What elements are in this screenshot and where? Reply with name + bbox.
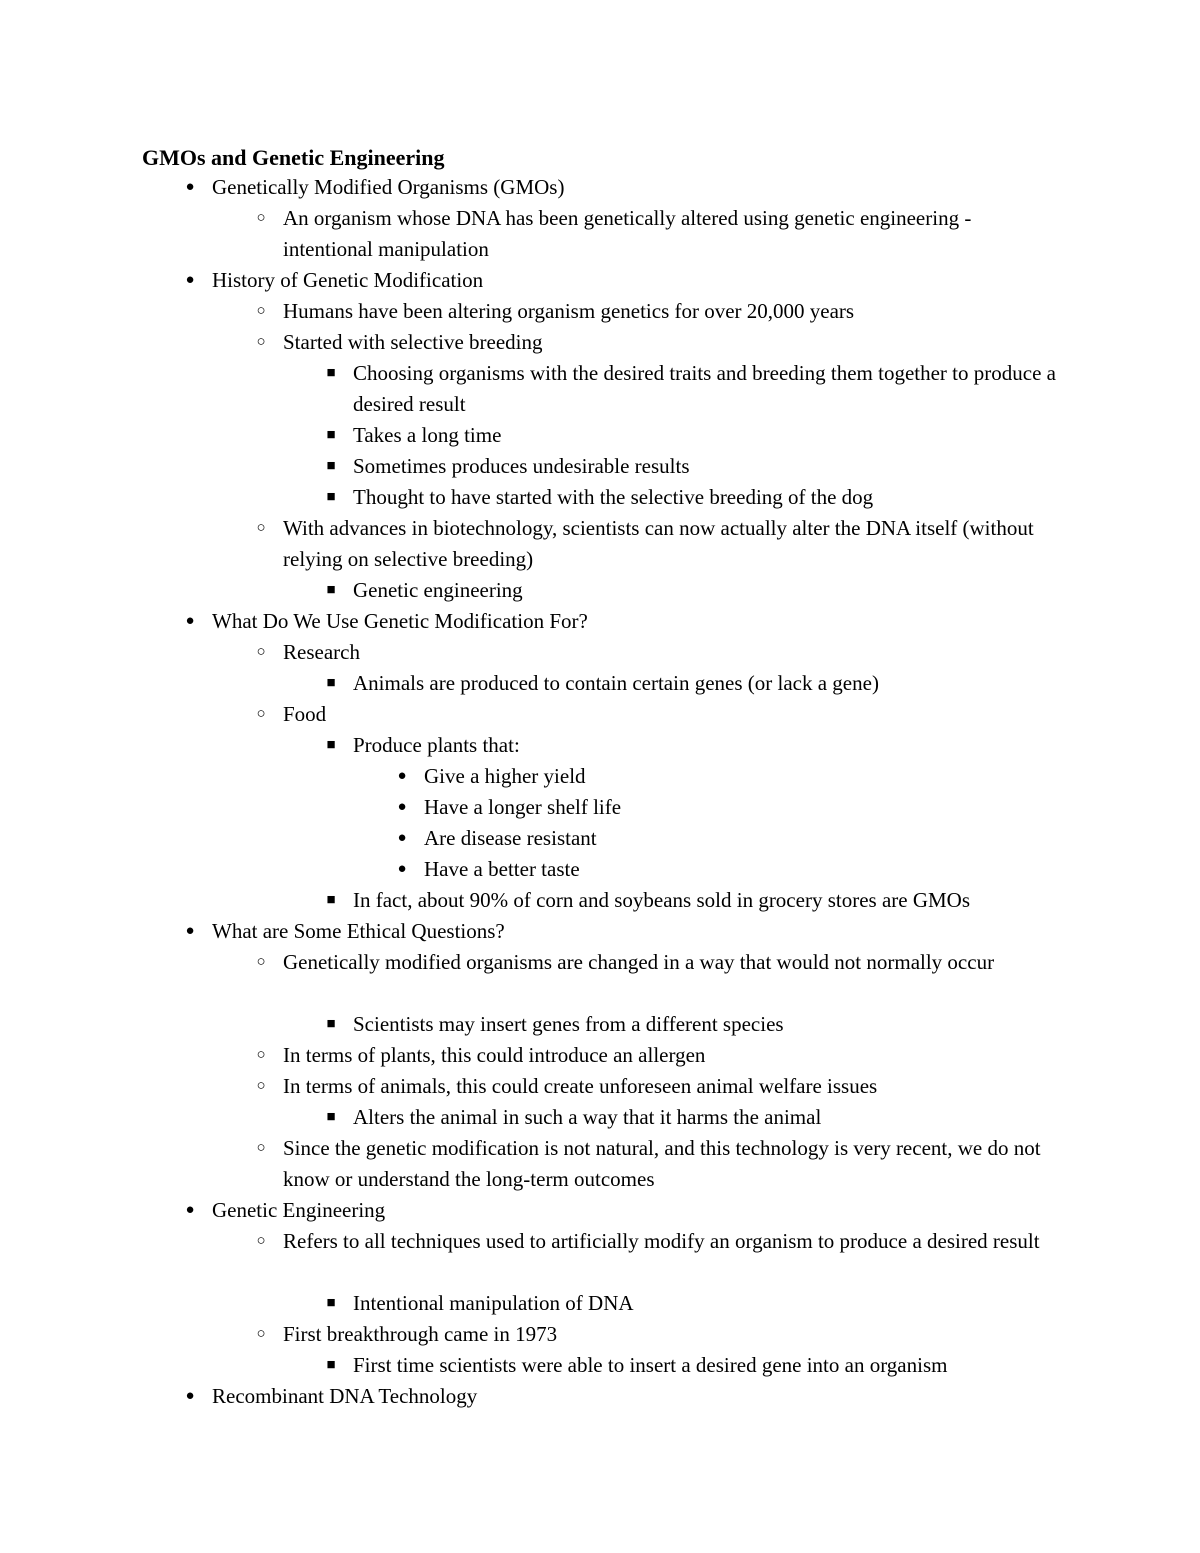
bullet-icon: ■ — [326, 1357, 336, 1373]
list-item-text: Thought to have started with the selective breeding of the dog — [353, 485, 874, 509]
list-item — [309, 482, 1069, 513]
bullet-icon: ○ — [256, 1140, 266, 1156]
bullet-icon: ○ — [256, 520, 266, 536]
list-item-text: Started with selective breeding — [283, 330, 543, 354]
bullet-icon: ■ — [326, 458, 336, 474]
list-item — [239, 1133, 1059, 1195]
bullet-icon: ● — [185, 272, 195, 288]
list-item — [380, 854, 1060, 885]
list-item — [239, 327, 1059, 358]
list-item — [380, 823, 1060, 854]
list-item-text: Are disease resistant — [424, 826, 597, 850]
bullet-icon: ○ — [256, 1047, 266, 1063]
list-item-text: Since the genetic modification is not natural, and this technology is very recent, we do not know or understand the long-term outcomes — [283, 1136, 1041, 1191]
list-item-text: Genetic engineering — [353, 578, 523, 602]
list-item — [380, 761, 1060, 792]
list-item — [239, 699, 1059, 730]
list-item — [168, 172, 1068, 203]
list-item-text: Sometimes produces undesirable results — [353, 454, 690, 478]
list-item-text: What are Some Ethical Questions? — [212, 919, 505, 943]
list-item-text: Food — [283, 702, 327, 726]
list-item — [309, 668, 1069, 699]
list-item — [309, 1350, 1069, 1381]
bullet-icon: ○ — [256, 1078, 266, 1094]
bullet-icon: ■ — [326, 1295, 336, 1311]
bullet-icon: ● — [185, 1388, 195, 1404]
bullet-icon: ● — [185, 613, 195, 629]
list-item — [309, 420, 1069, 451]
bullet-icon: ● — [397, 768, 407, 784]
list-item — [168, 265, 1068, 296]
bullet-icon: ○ — [256, 706, 266, 722]
list-item-text: First breakthrough came in 1973 — [283, 1322, 558, 1346]
list-item-text: Genetically Modified Organisms (GMOs) — [212, 175, 565, 199]
list-item — [239, 296, 1059, 327]
list-item — [239, 1226, 1059, 1257]
bullet-icon: ○ — [256, 644, 266, 660]
list-item-text: Scientists may insert genes from a different species — [353, 1012, 784, 1036]
bullet-icon: ○ — [256, 1233, 266, 1249]
list-item-text: Takes a long time — [353, 423, 502, 447]
list-item-text: Research — [283, 640, 360, 664]
list-item — [239, 203, 1059, 265]
bullet-icon: ■ — [326, 737, 336, 753]
bullet-icon: ■ — [326, 582, 336, 598]
bullet-icon: ■ — [326, 1016, 336, 1032]
list-item — [309, 451, 1069, 482]
list-item — [309, 1102, 1069, 1133]
list-item — [168, 1381, 1068, 1412]
list-item — [380, 792, 1060, 823]
bullet-icon: ■ — [326, 427, 336, 443]
list-item-text: Intentional manipulation of DNA — [353, 1291, 634, 1315]
list-item-text: In terms of plants, this could introduce an allergen — [283, 1043, 706, 1067]
list-item-text: An organism whose DNA has been genetically altered using genetic engineering - intentional manipulation — [283, 206, 972, 261]
bullet-icon: ○ — [256, 1326, 266, 1342]
document-title: GMOs and Genetic Engineering — [142, 145, 445, 170]
list-item-text: Humans have been altering organism genetics for over 20,000 years — [283, 299, 855, 323]
list-item-text: First time scientists were able to insert a desired gene into an organism — [353, 1353, 948, 1377]
list-item-text: Refers to all techniques used to artificially modify an organism to produce a desired result — [283, 1229, 1040, 1253]
bullet-icon: ● — [397, 861, 407, 877]
list-item-text: Genetically modified organisms are changed in a way that would not normally occur — [283, 950, 995, 974]
bullet-icon: ● — [185, 179, 195, 195]
list-item-text: Give a higher yield — [424, 764, 586, 788]
list-item-text: Animals are produced to contain certain genes (or lack a gene) — [353, 671, 879, 695]
list-item — [309, 358, 1069, 420]
list-item-text: What Do We Use Genetic Modification For? — [212, 609, 588, 633]
list-item — [168, 606, 1068, 637]
bullet-icon: ■ — [326, 489, 336, 505]
list-item — [168, 1195, 1068, 1226]
list-item — [309, 1009, 1069, 1040]
bullet-icon: ■ — [326, 892, 336, 908]
list-item — [309, 730, 1069, 761]
list-item-text: Genetic Engineering — [212, 1198, 386, 1222]
bullet-icon: ● — [185, 1202, 195, 1218]
list-item-text: Choosing organisms with the desired traits and breeding them together to produce a desired result — [353, 361, 1056, 416]
list-item — [239, 1071, 1059, 1102]
list-item — [239, 947, 1059, 978]
list-item-text: Have a longer shelf life — [424, 795, 622, 819]
list-item — [239, 637, 1059, 668]
bullet-icon: ○ — [256, 954, 266, 970]
bullet-icon: ● — [397, 799, 407, 815]
bullet-icon: ○ — [256, 334, 266, 350]
list-item — [168, 916, 1068, 947]
list-item — [309, 575, 1069, 606]
list-item — [239, 1040, 1059, 1071]
bullet-icon: ● — [185, 923, 195, 939]
list-item — [309, 885, 1069, 916]
list-item-text: In fact, about 90% of corn and soybeans sold in grocery stores are GMOs — [353, 888, 970, 912]
bullet-icon: ■ — [326, 1109, 336, 1125]
bullet-icon: ■ — [326, 365, 336, 381]
list-item-text: In terms of animals, this could create unforeseen animal welfare issues — [283, 1074, 878, 1098]
list-item — [239, 1319, 1059, 1350]
bullet-icon: ○ — [256, 210, 266, 226]
bullet-icon: ● — [397, 830, 407, 846]
list-item — [239, 513, 1059, 575]
bullet-icon: ○ — [256, 303, 266, 319]
list-item-text: Recombinant DNA Technology — [212, 1384, 478, 1408]
list-item-text: Have a better taste — [424, 857, 580, 881]
list-item-text: Alters the animal in such a way that it harms the animal — [353, 1105, 822, 1129]
list-item — [309, 1288, 1069, 1319]
list-item-text: History of Genetic Modification — [212, 268, 484, 292]
list-item-text: Produce plants that: — [353, 733, 520, 757]
bullet-icon: ■ — [326, 675, 336, 691]
list-item-text: With advances in biotechnology, scientists can now actually alter the DNA itself (without relying on selective breeding) — [283, 516, 1034, 571]
